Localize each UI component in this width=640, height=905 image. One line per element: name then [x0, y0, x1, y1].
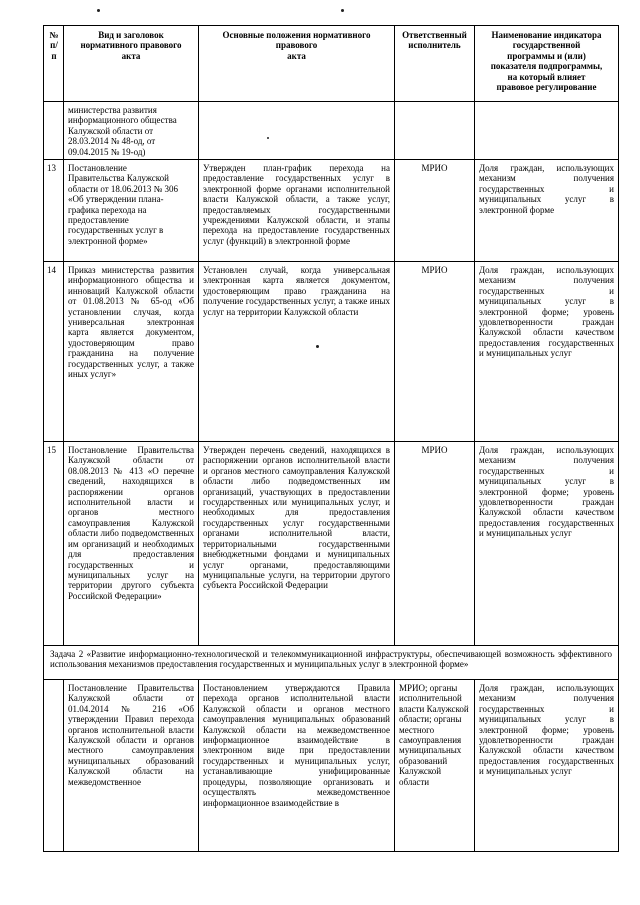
cell-main — [199, 102, 395, 160]
table-row — [44, 442, 619, 646]
cell-num: 13 — [44, 160, 64, 262]
table-header-row — [44, 26, 619, 102]
cell-num: 14 — [44, 262, 64, 442]
scan-speck — [97, 9, 100, 12]
task-heading: Задача 2 «Развитие информационно-технологической и телекоммуникационной инфраструктуры, обеспечивающей возможность эффективного использования механизмов предоставления государственных и муниципальных услуг в электронной форме» — [44, 646, 619, 680]
cell-type: Постановление Правительства Калужской области от 08.08.2013 № 413 «О перечне сведений, находящихся в распоряжении органов исполнительной власти и органов местного самоуправления Калужской области либо подведомственных им организаций и необходимых для предоставления государственных и муниципальных услуг на территории другого субъекта Российской Федерации» — [64, 442, 199, 646]
cell-main: Установлен случай, когда универсальная электронная карта является документом, удостоверяющим право гражданина на получение государственных услуг, а также иных услуг на территории Калужской области — [199, 262, 395, 442]
cell-type: Приказ министерства развития информационного общества и инноваций Калужской области от 01.08.2013 № 65-од «Об установлении случая, когда универсальная электронная карта является документом, удостоверяющим право гражданина на получение государственных услуг, а также иных услуг» — [64, 262, 199, 442]
header-resp: Ответственный исполнитель — [395, 26, 475, 102]
cell-resp: МРИО — [395, 262, 475, 442]
task-row — [44, 646, 619, 680]
cell-type: Постановление Правительства Калужской области от 18.06.2013 № 306 «Об утверждении плана- графика перехода на предоставление государственных услуг в электронной форме» — [64, 160, 199, 262]
table-row — [44, 160, 619, 262]
cell-main: Утвержден перечень сведений, находящихся в распоряжении органов исполнительной власти и органов местного самоуправления Калужской области либо подведомственных им организаций, участвующих в предоставлении государственных или муниципальных услуг, и необходимых для предоставления государственных услуг государственными органами исполнительной власти, территориальными государственными внебюджетными фондами и муниципальных услуг органами, предоставляющими муниципальные услуги, на территории другого субъекта Российской Федерации — [199, 442, 395, 646]
cell-resp: МРИО — [395, 160, 475, 262]
cell-indicator: Доля граждан, использующих механизм получения государственных и муниципальных услуг в электронной форме; уровень удовлетворенности граждан Калужской области качеством предоставления государственных и муниципальных услуг — [475, 262, 619, 442]
cell-indicator: Доля граждан, использующих механизм получения государственных и муниципальных услуг в электронной форме; уровень удовлетворенности граждан Калужской области качеством предоставления государственных и муниципальных услуг — [475, 680, 619, 852]
table-row — [44, 680, 619, 852]
scan-speck — [341, 9, 344, 12]
cell-type: министерства развития информационного общества Калужской области от 28.03.2014 № 48-од, от 09.04.2015 № 19-од) — [64, 102, 199, 160]
header-indicator: Наименование индикатора государственной программы и (или) показателя подпрограммы, на который влияет правовое регулирование — [475, 26, 619, 102]
cell-indicator: Доля граждан, использующих механизм получения государственных и муниципальных услуг в электронной форме — [475, 160, 619, 262]
cell-num: 15 — [44, 442, 64, 646]
header-type: Вид и заголовок нормативного правового акта — [64, 26, 199, 102]
cell-type: Постановление Правительства Калужской области от 01.04.2014 № 216 «Об утверждении Правил перехода органов исполнительной власти Калужской области и органов местного самоуправления муниципальных образований Калужской области на межведомственное — [64, 680, 199, 852]
cell-resp: МРИО — [395, 442, 475, 646]
header-main: Основные положения нормативного правового акта — [199, 26, 395, 102]
table-row-continuation — [44, 102, 619, 160]
cell-resp — [395, 102, 475, 160]
cell-num — [44, 102, 64, 160]
cell-indicator: Доля граждан, использующих механизм получения государственных и муниципальных услуг в электронной форме; уровень удовлетворенности граждан Калужской области качеством предоставления государственных и муниципальных услуг — [475, 442, 619, 646]
cell-main: Постановлением утверждаются Правила перехода органов исполнительной власти Калужской области и органов местного самоуправления муниципальных образований Калужской области на межведомственное информационное взаимодействие в электронном виде при предоставлении государственных и муниципальных услуг, устанавливающие унифицированные процедуры, позволяющие организовать и осуществлять межведомственное информационное взаимодействие в — [199, 680, 395, 852]
table-row — [44, 262, 619, 442]
cell-indicator — [475, 102, 619, 160]
regulatory-acts-table — [43, 25, 619, 852]
cell-main: Утвержден план-график перехода на предоставление государственных услуг в электронной форме органами исполнительной власти Калужской области, а также услуг, предоставляемых государственными учреждениями Калужской области, и этапы перехода на предоставление государственных услуг (функций) в электронной форме — [199, 160, 395, 262]
header-num: № п/ п — [44, 26, 64, 102]
cell-num — [44, 680, 64, 852]
cell-resp: МРИО; органы исполнительной власти Калужской области; органы местного самоуправления муниципальных образований Калужской области — [395, 680, 475, 852]
